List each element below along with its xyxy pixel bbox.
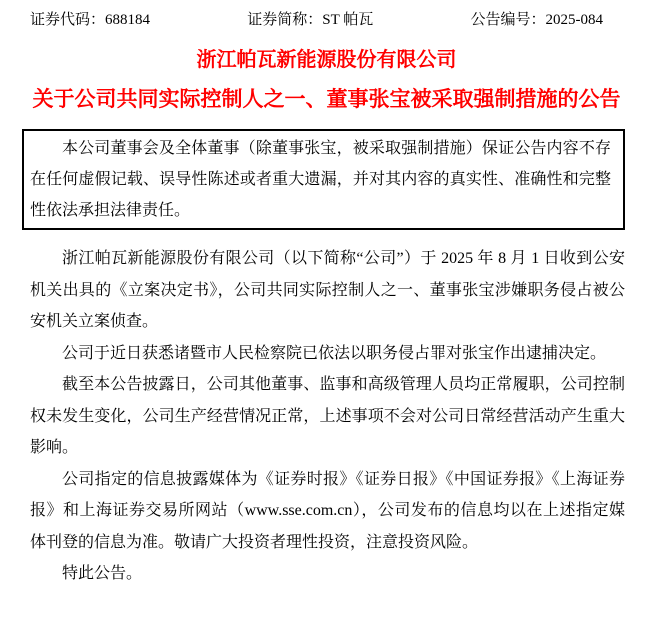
paragraph-filing-notice: 浙江帕瓦新能源股份有限公司（以下简称“公司”）于 2025 年 8 月 1 日收到公安机关出具的《立案决定书》，公司共同实际控制人之一、董事张宝涉嫌职务侵占被公安机关立案侦查。 — [30, 250, 625, 330]
announcement-number-text: 公告编号：2025-084 — [470, 12, 603, 28]
paragraph-operations-status: 截至本公告披露日，公司其他董事、监事和高级管理人员均正常履职，公司控制权未发生变化，公司生产经营情况正常，上述事项不会对公司日常经营活动产生重大影响。 — [30, 376, 625, 456]
stock-code-text: 证券代码：688184 — [30, 12, 151, 28]
paragraph-arrest-decision: 公司于近日获悉诸暨市人民检察院已依法以职务侵占罪对张宝作出逮捕决定。 — [62, 344, 607, 362]
announcement-title: 关于公司共同实际控制人之一、董事张宝被采取强制措施的公告 — [32, 88, 621, 111]
paragraph-closing: 特此公告。 — [62, 565, 143, 582]
paragraph-disclosure-media: 公司指定的信息披露媒体为《证券时报》《证券日报》《中国证券报》《上海证券报》和上海证券交易所网站（www.sse.com.cn），公司发布的信息均以在上述指定媒体刊登的信息为准。敬请广大投资者理性投资，注意投资风险。 — [30, 470, 625, 551]
company-title: 浙江帕瓦新能源股份有限公司 — [196, 49, 457, 71]
disclaimer-text: 本公司董事会及全体董事（除董事张宝，被采取强制措施）保证公告内容不存在任何虚假记载、误导性陈述或者重大遗漏，并对其内容的真实性、准确性和完整性依法承担法律责任。 — [30, 140, 611, 219]
stock-abbr-text: 证券简称：ST 帕瓦 — [247, 12, 374, 28]
document-header-row — [0, 0, 653, 30]
document-body — [0, 243, 653, 590]
disclaimer-box — [22, 129, 625, 230]
